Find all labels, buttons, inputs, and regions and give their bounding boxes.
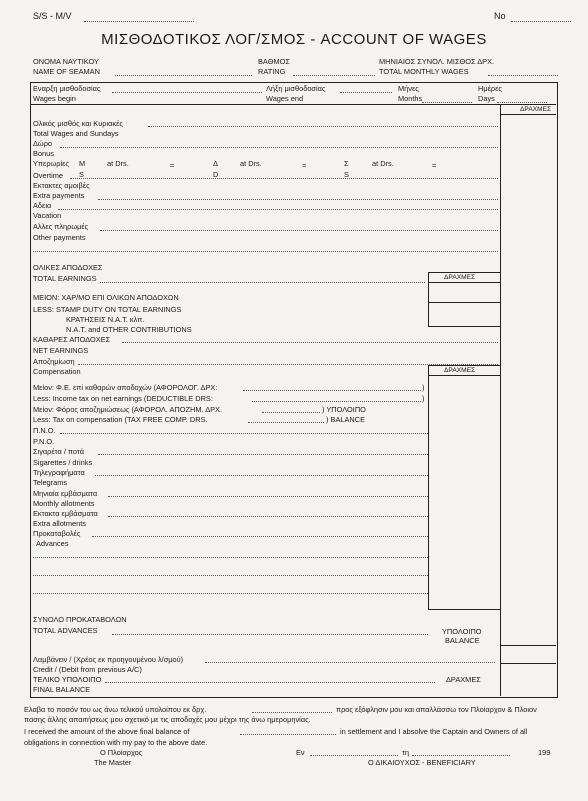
drachmes-header-3: ΔΡΑΧΜΕΣ (444, 367, 476, 374)
pno-line (60, 433, 428, 434)
compensation-label-en: Compensation (33, 367, 81, 376)
telegrams-label-en: Telegrams (33, 478, 68, 487)
advances-blank-3 (33, 593, 428, 594)
total-earnings-label-en: TOTAL EARNINGS (33, 274, 97, 283)
overtime-line (70, 178, 498, 179)
other-payments-line (100, 230, 498, 231)
blank-line-1 (33, 251, 498, 252)
final-balance-line (105, 682, 435, 683)
overtime-label-en: Overtime (33, 171, 63, 180)
wages-begin-line (112, 92, 262, 93)
place-label: Εν (296, 748, 305, 757)
master-label-gr: Ο Πλοίαρχος (100, 748, 143, 757)
receipt-text-gr-2: πασης άλλης απαιτήσεως μου σχετικό με τις αποδοχές μου μέχρι της άνω ημερομηνίας. (24, 715, 311, 724)
net-earnings-label-gr: ΚΑΘΑΡΕΣ ΑΠΟΔΟΧΕΣ (33, 335, 111, 344)
income-tax-line-2 (252, 401, 421, 402)
monthly-allotments-label-en: Monthly allotments (33, 499, 95, 508)
extra-payments-label-en: Extra payments (33, 191, 85, 200)
total-earnings-line (100, 282, 425, 283)
income-tax-line-1 (243, 390, 421, 391)
leave-line (58, 209, 498, 210)
days-line (497, 102, 547, 103)
total-earnings-box-mid-line (429, 302, 500, 303)
receipt-text-en-1a: I received the amount of the above final balance of (24, 727, 190, 736)
income-tax-label-gr: Μείον: Φ.Ε. επί καθαρών αποδοχών (ΑΦΟΡΟΛΟΓ. ΔΡΧ: (33, 383, 218, 392)
balance-amount-line (500, 645, 556, 646)
rating-label-en: RATING (258, 67, 286, 76)
overtime-sig-en: S (344, 170, 349, 179)
income-tax-close-2: ) (422, 394, 425, 403)
balance-label-gr: ΥΠΟΛΟΙΠΟ (442, 627, 482, 636)
nat-contrib-label-gr: ΚΡΑΤΗΣΕΙΣ Ν.Α.Τ. κλπ. (66, 315, 145, 324)
advances-blank-2 (33, 575, 428, 576)
credit-amount-line (500, 663, 556, 664)
comp-tax-balance-en: ) BALANCE (326, 415, 366, 424)
extra-allotments-line (108, 516, 428, 517)
other-payments-label-gr: Αλλες πληρωμές (33, 222, 89, 231)
overtime-d-gr: Δ (213, 159, 218, 168)
rating-label-gr: ΒΑΘΜΟΣ (258, 57, 290, 66)
stamp-duty-label-en: LESS: STAMP DUTY ON TOTAL EARNINGS (33, 305, 182, 314)
wages-begin-label-en: Wages begin (33, 94, 76, 103)
year-label: 199 (538, 748, 551, 757)
balance-label-en: BALANCE (445, 636, 480, 645)
nat-contrib-label-en: N.A.T. and OTHER CONTRIBUTIONS (66, 325, 192, 334)
extra-allotments-label-gr: Εκτακτα εμβάσματα (33, 509, 98, 518)
months-label-en: Months (398, 94, 423, 103)
months-line (422, 102, 472, 103)
wages-end-label-gr: Λήξη μισθοδοσίας (266, 84, 326, 93)
wages-end-line (340, 92, 392, 93)
vacation-label-en: Vacation (33, 211, 62, 220)
wages-end-label-en: Wages end (266, 94, 304, 103)
net-earnings-line (122, 342, 498, 343)
seaman-name-line (115, 75, 252, 76)
advances-line (92, 536, 428, 537)
compensation-label-gr: Αποζημίωση (33, 357, 75, 366)
place-line (310, 755, 398, 756)
total-advances-label-en: TOTAL ADVANCES (33, 626, 98, 635)
deductions-box (428, 365, 501, 610)
number-label: No (494, 11, 506, 21)
number-line (511, 21, 571, 22)
comp-tax-balance-gr: ) ΥΠΟΛΟΙΠΟ (322, 405, 366, 414)
extra-payments-line (98, 199, 498, 200)
advances-label-en: Advances (36, 539, 69, 548)
advances-label-gr: Προκαταβολές (33, 529, 81, 538)
monthly-allotments-line (108, 496, 428, 497)
overtime-at-drs-1: at Drs. (107, 159, 129, 168)
extra-allotments-label-en: Extra allotments (33, 519, 86, 528)
cigarettes-line (98, 454, 428, 455)
ship-label: S/S - M/V (33, 11, 72, 21)
income-tax-label-en: Less: Income tax on net earnings (DEDUCTIBLE DRS: (33, 394, 213, 403)
advances-blank-1 (33, 557, 428, 558)
gift-line (60, 147, 498, 148)
receipt-text-gr-1b: προς εξόφλησιν μου και απαλλάσσω τον Πλοίαρχον & Πλοιον (336, 705, 537, 714)
monthly-wages-label-gr: ΜΗΝΙΑΙΟΣ ΣΥΝΟΛ. ΜΙΣΘΟΣ ΔΡΧ. (379, 57, 495, 66)
days-label-en: Days (478, 94, 495, 103)
comp-tax-label-en: Less: Tax on compensation (TAX FREE COMP. DRS. (33, 415, 208, 424)
comp-tax-line-2 (248, 422, 324, 423)
telegrams-line (95, 475, 428, 476)
receipt-amount-line-gr (252, 712, 332, 713)
monthly-wages-label-en: TOTAL MONTHLY WAGES (379, 67, 469, 76)
period-divider (31, 104, 556, 105)
form-title: ΜΙΣΘΟΔΟΤΙΚΟΣ ΛΟΓ/ΣΜΟΣ - ACCOUNT OF WAGES (101, 31, 487, 48)
receipt-text-en-2: obligations in connection with my pay to the above date. (24, 738, 208, 747)
months-label-gr: Μήνες (398, 84, 419, 93)
other-payments-label-en: Other payments (33, 233, 86, 242)
overtime-at-drs-2: at Drs. (240, 159, 262, 168)
income-tax-close-1: ) (422, 383, 425, 392)
credit-label-gr: Λαμβάνειν / (Χρέος εκ προηγουμένου λ/σμού) (33, 655, 184, 664)
net-earnings-label-en: NET EARNINGS (33, 346, 89, 355)
overtime-sig-gr: Σ (344, 159, 349, 168)
overtime-label-gr: Υπερωρίες (33, 159, 70, 168)
seaman-name-label-en: NAME OF SEAMAN (33, 67, 100, 76)
date-label: τη (402, 748, 410, 757)
overtime-eq-2: = (302, 161, 307, 170)
drachmes-header-1-line (500, 114, 556, 115)
final-balance-label-gr: ΤΕΛΙΚΟ ΥΠΟΛΟΙΠΟ (33, 675, 102, 684)
days-label-gr: Ημέρες (478, 84, 502, 93)
cigarettes-label-en: Sigarettes / drinks (33, 458, 93, 467)
comp-tax-line-1 (262, 412, 320, 413)
overtime-m: M (79, 159, 86, 168)
total-earnings-label-gr: ΟΛΙΚΕΣ ΑΠΟΔΟΧΕΣ (33, 263, 103, 272)
ship-line (84, 21, 194, 22)
drachmes-header-2: ΔΡΑΧΜΕΣ (444, 274, 476, 281)
wages-begin-label-gr: Εναρξη μισθοδοσίας (33, 84, 101, 93)
receipt-text-en-1b: in settlement and I absolve the Captain and Owners of all (340, 727, 528, 736)
total-wages-label-en: Total Wages and Sundays (33, 129, 119, 138)
credit-line (205, 662, 495, 663)
leave-label-gr: Αδεια (33, 201, 52, 210)
gift-label-gr: Δώρο (33, 139, 53, 148)
comp-tax-label-gr: Μείον: Φόρος αποζημιώσεως (ΑΦΟΡΟΛ. ΑΠΟΖΗΜ. ΔΡΧ. (33, 405, 223, 414)
drachmes-final: ΔΡΑΧΜΕΣ (446, 675, 481, 684)
extra-payments-label-gr: Εκτακτες αμοιβές (33, 181, 90, 190)
overtime-eq-1: = (170, 161, 175, 170)
overtime-d-en: D (213, 170, 219, 179)
drachmes-header-1: ΔΡΑΧΜΕΣ (520, 106, 552, 113)
bonus-label-en: Bonus (33, 149, 54, 158)
credit-label-en: Credit / (Debit from previous A/C) (33, 665, 142, 674)
pno-label-gr: Π.Ν.Ο. (33, 426, 56, 435)
total-advances-label-gr: ΣΥΝΟΛΟ ΠΡΟΚΑΤΑΒΟΛΩΝ (33, 615, 127, 624)
beneficiary-label: Ο ΔΙΚΑΙΟΥΧΟΣ - BENEFICIARY (368, 758, 476, 767)
rating-line (293, 75, 375, 76)
overtime-at-drs-3: at Drs. (372, 159, 394, 168)
final-balance-label-en: FINAL BALANCE (33, 685, 91, 694)
total-earnings-box-header-line (429, 282, 500, 283)
overtime-s: S (79, 170, 84, 179)
receipt-text-gr-1a: Ελαβα το ποσόν του ως άνω τελικού υπολοίπου εκ δρχ. (24, 705, 207, 714)
monthly-wages-line (488, 75, 558, 76)
total-wages-line (148, 126, 498, 127)
date-line (412, 755, 510, 756)
total-advances-line (112, 634, 428, 635)
telegrams-label-gr: Τηλεγραφήματα (33, 468, 85, 477)
master-label-en: The Master (94, 758, 132, 767)
receipt-amount-line-en (240, 734, 336, 735)
deductions-box-header-line (429, 375, 500, 376)
total-wages-label-gr: Ολικός μισθός και Κυριακές (33, 119, 123, 128)
pno-label-en: P.N.O. (33, 437, 55, 446)
seaman-name-label-gr: ΟΝΟΜΑ ΝΑΥΤΙΚΟΥ (33, 57, 99, 66)
monthly-allotments-label-gr: Μηνιαία εμβάσματα (33, 489, 98, 498)
overtime-eq-3: = (432, 161, 437, 170)
stamp-duty-label-gr: ΜΕΙΟΝ: ΧΑΡ/ΜΟ ΕΠΙ ΟΛΙΚΩΝ ΑΠΟΔΟΧΩΝ (33, 293, 179, 302)
cigarettes-label-gr: Σιγαρέτα / ποτά (33, 447, 85, 456)
